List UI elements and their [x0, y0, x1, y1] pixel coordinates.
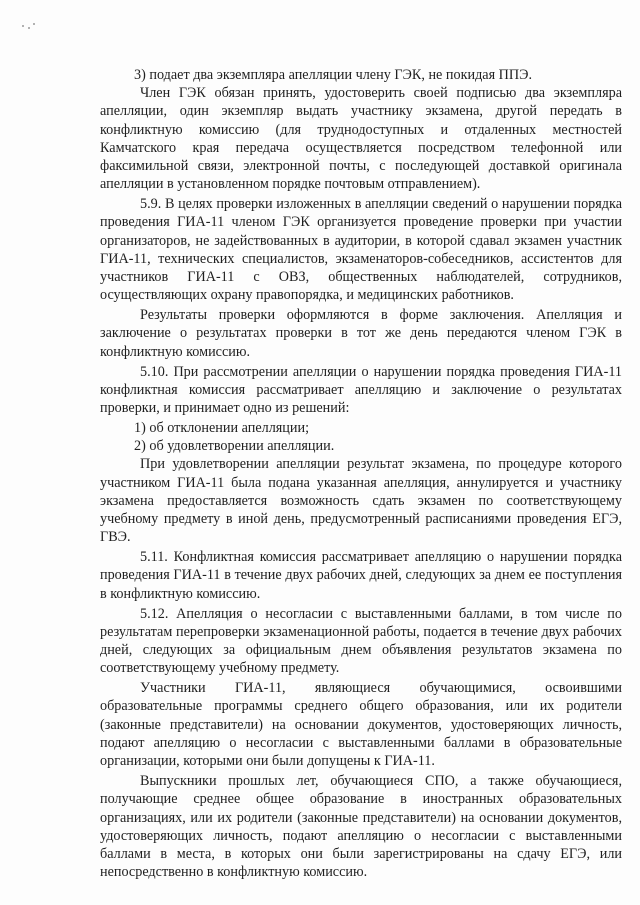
paragraph-gek-member-duties: Член ГЭК обязан принять, удостоверить своей подписью два экземпляра апелляции, один экземпляр выдать участнику экзамена, другой передать в конфликтную комиссию (для труднодоступных и отдаленных местностей Камчатского края передача осуществляется посредством телефонной или факсимильной связи, электронной почты, с последующей доставкой оригинала апелляции в установленном порядке почтовым отправлением).	[100, 85, 622, 193]
list-item-submit-two-copies: 3) подает два экземпляра апелляции члену ГЭК, не покидая ППЭ.	[134, 67, 533, 83]
paragraph-5-9: 5.9. В целях проверки изложенных в апелляции сведений о нарушении порядка проведения ГИА-11 членом ГЭК организуется проведение проверки при участии организаторов, не задействованных в аудитории, в которой сдавал экзамен участник ГИА-11, технических специалистов, экзаменаторов-собеседников, ассистентов для участников ГИА-11 с ОВЗ, общественных наблюдателей, сотрудников, осуществляющих охрану правопорядка, и медицинских работников.	[100, 196, 622, 304]
list-item-reject-appeal: 1) об отклонении апелляции;	[134, 420, 310, 437]
paragraph-5-11: 5.11. Конфликтная комиссия рассматривает апелляцию о нарушении порядка проведения ГИА-11 в течение двух рабочих дней, следующих за днем ее поступления в конфликтную комиссию.	[100, 549, 622, 602]
paragraph-5-12: 5.12. Апелляция о несогласии с выставленными баллами, в том числе по результатам перепроверки экзаменационной работы, подается в течение двух рабочих дней, следующих за официальным днем объявления результатов экзамена по соответствующему учебному предмету.	[100, 605, 622, 677]
list-item-satisfy-appeal: 2) об удовлетворении апелляции.	[134, 438, 335, 455]
paragraph-appeal-satisfied: При удовлетворении апелляции результат экзамена, по процедуре которого участником ГИА-11 была подана указанная апелляция, аннулируется и участнику экзамена предоставляется возможность сдать экзамен по соответствующему учебному предмету в иной день, предусмотренный расписаниями проведения ЕГЭ, ГВЭ.	[100, 456, 622, 546]
paragraph-check-results: Результаты проверки оформляются в форме заключения. Апелляция и заключение о результатах проверки в тот же день передаются членом ГЭК в конфликтную комиссию.	[100, 307, 622, 360]
paragraph-5-10: 5.10. При рассмотрении апелляции о нарушении порядка проведения ГИА-11 конфликтная комиссия рассматривает апелляцию и заключение о результатах проверки, и принимает одно из решений:	[100, 363, 622, 417]
paragraph-graduates: Выпускники прошлых лет, обучающиеся СПО, а также обучающиеся, получающие среднее общее образование в иностранных образовательных организациях, или их родители (законные представители) на основании документов, удостоверяющих личность, подают апелляцию о несогласии с выставленными баллами в места, в которых они были зарегистрированы на сдачу ЕГЭ, или непосредственно в конфликтную комиссию.	[100, 773, 622, 881]
scan-speck-marks	[22, 22, 36, 30]
document-body	[100, 66, 622, 883]
paragraph-participants: Участники ГИА-11, являющиеся обучающимися, освоившими образовательные программы среднего общего образования, или их родители (законные представители) на основании документов, удостоверяющих личность, подают апелляцию о несогласии с выставленными баллами в образовательные организации, которыми они были допущены к ГИА-11.	[100, 680, 622, 770]
